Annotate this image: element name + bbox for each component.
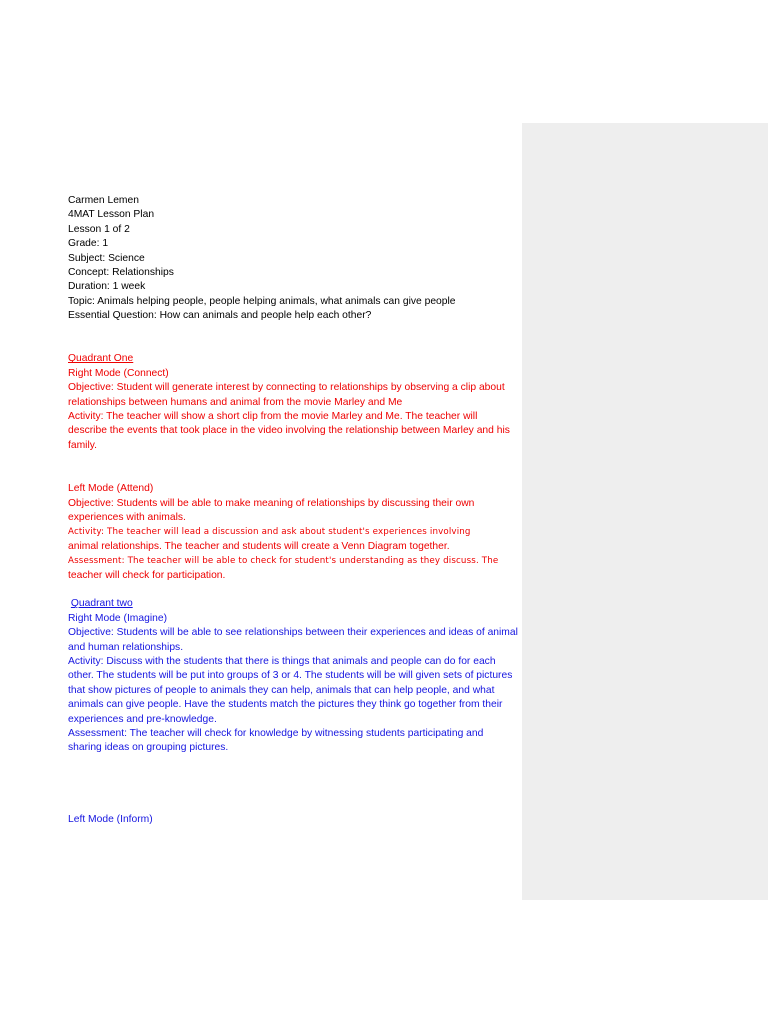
- right-mode-connect-objective: Objective: Student will generate interest by connecting to relationships by observing a clip about relationships between humans and animal from the movie Marley and Me: [68, 382, 505, 408]
- plan-type: 4MAT Lesson Plan: [68, 209, 155, 221]
- header-block: [68, 194, 518, 324]
- right-mode-imagine-heading: Right Mode (Imagine): [68, 612, 168, 624]
- essential-question: Essential Question: How can animals and people help each other?: [68, 310, 372, 322]
- concept: Concept: Relationships: [68, 267, 174, 279]
- grade: Grade: 1: [68, 238, 109, 250]
- left-mode-attend-activity: Activity: The teacher will lead a discussion and ask about student's experiences involving: [68, 527, 471, 538]
- quadrant-two-title: Quadrant two: [70, 598, 133, 610]
- left-mode-attend-assessment-cont: teacher will check for participation.: [68, 569, 226, 581]
- quadrant-one-title: Quadrant One: [68, 353, 134, 365]
- topic: Topic: Animals helping people, people helping animals, what animals can give people: [68, 295, 456, 307]
- lesson-number: Lesson 1 of 2: [68, 223, 130, 235]
- lesson-plan-content: [68, 194, 518, 828]
- comments-panel: [522, 123, 768, 900]
- right-mode-imagine-objective: Objective: Students will be able to see relationships between their experiences and ideas of animal and human relationships.: [68, 627, 518, 653]
- left-mode-attend-assessment: Assessment: The teacher will be able to check for student's understanding as they discuss. The: [68, 556, 499, 567]
- quadrant-two-title-line: [68, 597, 518, 611]
- left-mode-inform-heading: Left Mode (Inform): [68, 814, 153, 826]
- duration: Duration: 1 week: [68, 281, 146, 293]
- quadrant-two-section: [68, 597, 518, 827]
- right-mode-connect-heading: Right Mode (Connect): [68, 367, 169, 379]
- left-mode-attend-objective: Objective: Students will be able to make meaning of relationships by discussing their own experiences with animals.: [68, 497, 475, 523]
- right-mode-imagine-activity: Activity: Discuss with the students that there is things that animals and people can do for each other. The students will be put into groups of 3 or 4. The students will be will given sets of pictures that show pictures of people to animals they can help, animals that can help people, and what animals can give people. Have the students match the pictures they think go together from their experiences and pre-knowledge.: [68, 655, 513, 725]
- quadrant-one-section: [68, 352, 518, 582]
- subject: Subject: Science: [68, 252, 145, 264]
- right-mode-imagine-assessment: Assessment: The teacher will check for knowledge by witnessing students participating and sharing ideas on grouping pictures.: [68, 727, 484, 754]
- left-mode-attend-activity-cont: animal relationships. The teacher and students will create a Venn Diagram together.: [68, 540, 450, 552]
- author-name: Carmen Lemen: [68, 195, 139, 206]
- right-mode-connect-activity: Activity: The teacher will show a short clip from the movie Marley and Me. The teacher will describe the events that took place in the video involving the relationship between Marley and his family.: [68, 411, 510, 451]
- left-mode-attend-heading: Left Mode (Attend): [68, 483, 154, 495]
